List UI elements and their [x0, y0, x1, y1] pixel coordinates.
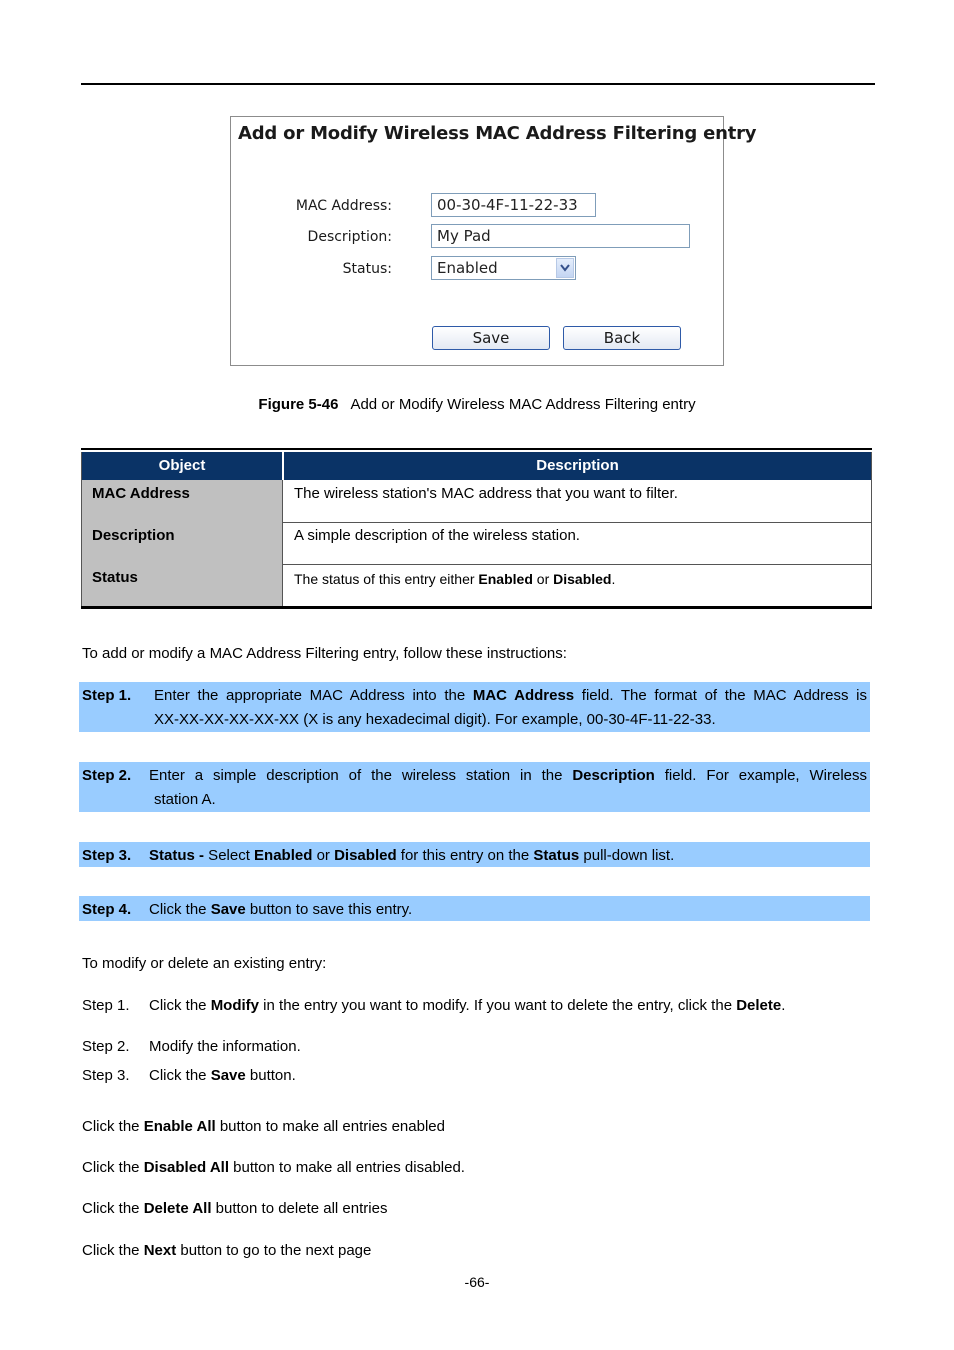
step-line: XX-XX-XX-XX-XX-XX (X is any hexadecimal digit). For example, 00-30-4F-11-22-33. — [154, 711, 716, 728]
text-run: . — [611, 571, 616, 587]
text-run-bold: Next — [143, 1242, 177, 1259]
modify-step-2 — [82, 1038, 301, 1055]
table-cell-description: A simple description of the wireless station. — [294, 527, 580, 544]
text-run-bold: Delete All — [143, 1200, 212, 1217]
table-cell-object: Description — [82, 522, 283, 564]
text-run-bold: Status - — [149, 847, 205, 864]
text-run: Modify the information. — [149, 1038, 301, 1055]
enable-all-note — [82, 1118, 445, 1135]
text-run: in the entry you want to modify. If you want to delete the entry, click the — [259, 997, 737, 1014]
figure-number: Figure 5-46 — [258, 396, 339, 413]
table-header-description: Description — [284, 452, 871, 480]
text-run-bold: Enabled — [478, 571, 533, 587]
table-row — [82, 522, 871, 565]
table-row — [82, 564, 871, 606]
text-run-bold: Disabled — [334, 847, 397, 864]
text-run: Click the — [82, 1200, 144, 1217]
text-run: Click the — [149, 1067, 211, 1084]
text-run-bold: MAC Address — [472, 687, 575, 704]
table-header-object: Object — [82, 452, 282, 480]
text-run-bold: Modify — [210, 997, 260, 1014]
table-cell-description: The wireless station's MAC address that you want to filter. — [294, 485, 678, 502]
table-cell-object: MAC Address — [82, 480, 283, 522]
object-description-table — [81, 452, 872, 607]
mac-address-input[interactable]: 00-30-4F-11-22-33 — [431, 193, 596, 217]
text-run: or — [312, 847, 335, 864]
text-run-bold: Enabled — [254, 847, 313, 864]
step-text — [154, 687, 867, 728]
step-2-box — [79, 762, 870, 812]
text-run: button to delete all entries — [211, 1200, 388, 1217]
status-label: Status: — [342, 261, 392, 277]
text-run-bold: Delete — [736, 997, 782, 1014]
text-run-bold: Status — [533, 847, 580, 864]
text-run: button to make all entries disabled. — [229, 1159, 465, 1176]
status-selected-value: Enabled — [437, 259, 498, 277]
modify-step-1 — [82, 997, 785, 1014]
step-line: station A. — [154, 791, 216, 808]
header-rule — [81, 83, 875, 85]
step-label: Step 4. — [82, 901, 132, 918]
delete-all-note — [82, 1200, 387, 1217]
disabled-all-note — [82, 1159, 465, 1176]
modify-step-3 — [82, 1067, 296, 1084]
table-top-rule — [81, 448, 872, 450]
form-title: Add or Modify Wireless MAC Address Filtering entry — [238, 123, 757, 144]
save-button[interactable]: Save — [432, 326, 550, 350]
text-run: pull-down list. — [579, 847, 675, 864]
back-button[interactable]: Back — [563, 326, 681, 350]
description-label: Description: — [307, 229, 392, 245]
instructions-intro: To add or modify a MAC Address Filtering entry, follow these instructions: — [82, 645, 567, 662]
step-label: Step 3. — [82, 1067, 130, 1084]
text-run: . — [781, 997, 786, 1014]
table-row — [82, 480, 871, 523]
text-run-bold: Save — [210, 1067, 246, 1084]
step-label: Step 1. — [82, 997, 130, 1014]
text-run: for this entry on the — [396, 847, 534, 864]
table-cell-object: Status — [82, 564, 283, 606]
step-text — [149, 847, 674, 864]
step-line — [154, 687, 867, 704]
step-text — [149, 901, 412, 918]
step-label: Step 3. — [82, 847, 132, 864]
text-run-bold: Enable All — [143, 1118, 216, 1135]
text-run: button to go to the next page — [176, 1242, 372, 1259]
text-run: The status of this entry either — [294, 571, 479, 587]
text-run-bold: Disabled All — [143, 1159, 229, 1176]
text-run: Click the — [82, 1159, 144, 1176]
figure-caption-text: Add or Modify Wireless MAC Address Filtering entry — [350, 396, 696, 413]
step-line — [149, 767, 867, 784]
text-run: Click the — [149, 997, 211, 1014]
text-run: field. For example, Wireless — [654, 767, 867, 784]
step-4-box — [79, 896, 870, 921]
step-1-box — [79, 682, 870, 732]
table-bottom-rule — [81, 606, 872, 609]
text-run: button to save this entry. — [245, 901, 413, 918]
mac-filter-form-screenshot — [230, 116, 757, 366]
chevron-down-icon[interactable] — [556, 258, 574, 278]
text-run-bold: Disabled — [553, 571, 612, 587]
text-run: Enter the appropriate MAC Address into the — [154, 687, 473, 704]
text-run: Select — [204, 847, 255, 864]
text-run: button. — [245, 1067, 296, 1084]
text-run-bold: Description — [572, 767, 655, 784]
description-input[interactable]: My Pad — [431, 224, 690, 248]
text-run: Click the — [82, 1242, 144, 1259]
text-run: button to make all entries enabled — [215, 1118, 445, 1135]
step-3-box — [79, 842, 870, 867]
step-text — [149, 767, 867, 808]
next-note — [82, 1242, 371, 1259]
text-run: or — [532, 571, 554, 587]
status-select[interactable] — [431, 256, 576, 280]
text-run: Click the — [149, 901, 211, 918]
modify-intro: To modify or delete an existing entry: — [82, 955, 327, 972]
text-run: field. The format of the MAC Address is — [574, 687, 867, 704]
step-label: Step 1. — [82, 687, 132, 704]
text-run: Click the — [82, 1118, 144, 1135]
page-number: -66- — [464, 1274, 490, 1290]
text-run: Enter a simple description of the wireless station in the — [149, 767, 573, 784]
text-run-bold: Save — [210, 901, 246, 918]
step-label: Step 2. — [82, 767, 132, 784]
figure-caption — [0, 396, 954, 413]
table-cell-description — [284, 564, 871, 606]
step-label: Step 2. — [82, 1038, 130, 1055]
mac-address-label: MAC Address: — [295, 198, 392, 214]
